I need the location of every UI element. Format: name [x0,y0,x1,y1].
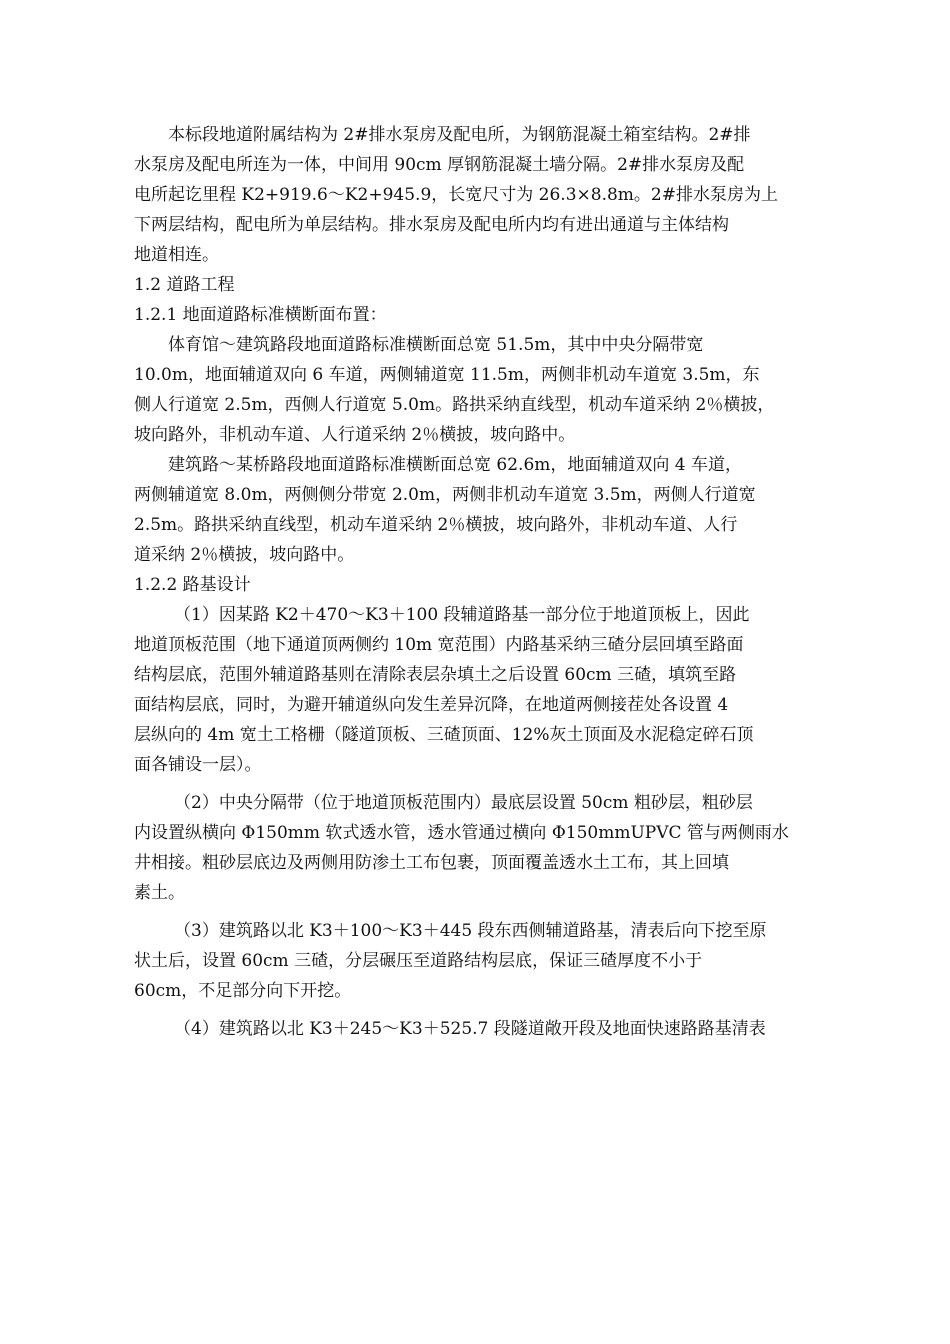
text-line: （1）因某路 K2＋470～K3＋100 段辅道路基一部分位于地道顶板上，因此 [174,605,750,625]
list-item-1 [134,600,814,780]
text-line: 道采纳 2％横披，坡向路中。 [134,545,355,565]
text-line: 面各铺设一层）。 [134,755,262,775]
text-line: 体育馆～建筑路段地面道路标准横断面总宽 51.5m，其中中央分隔带宽 [168,335,704,355]
text-line: 素土。 [134,883,185,903]
text-line: 地道相连。 [134,245,219,265]
text-line: 下两层结构，配电所为单层结构。排水泵房及配电所内均有进出通道与主体结构 [134,215,729,235]
text-line: 状土后，设置 60cm 三碴，分层碾压至道路结构层底，保证三碴厚度不小于 [134,951,703,971]
text-line: 建筑路～某桥路段地面道路标准横断面总宽 62.6m，地面辅道双向 4 车道， [168,455,742,475]
text-line: 2.5m。路拱采纳直线型，机动车道采纳 2％横披，坡向路外，非机动车道、人行 [134,515,738,535]
list-item-4 [134,1014,814,1044]
paragraph-cross-section-b [134,450,814,570]
list-item-2 [134,788,814,908]
text-line: 地道顶板范围（地下通道顶两侧约 10m 宽范围）内路基采纳三碴分层回填至路面 [134,635,744,655]
text-line: 两侧辅道宽 8.0m，两侧侧分带宽 2.0m，两侧非机动车道宽 3.5m，两侧人行道宽 [134,485,756,505]
text-line: 60cm，不足部分向下开挖。 [134,981,352,1001]
text-line: 坡向路外，非机动车道、人行道采纳 2％横披，坡向路中。 [134,425,576,445]
text-line: 水泵房及配电所连为一体，中间用 90cm 厚钢筋混凝土墙分隔。2#排水泵房及配 [134,155,745,175]
text-line: （2）中央分隔带（位于地道顶板范围内）最底层设置 50cm 粗砂层，粗砂层 [174,793,753,813]
text-line: （3）建筑路以北 K3＋100～K3＋445 段东西侧辅道路基，清表后向下挖至原 [174,921,767,941]
document-body [134,120,814,1044]
text-line: 侧人行道宽 2.5m，西侧人行道宽 5.0m。路拱采纳直线型，机动车道采纳 2％横披， [134,395,775,415]
section-heading-1-2-2: 1.2.2 路基设计 [134,575,251,595]
section-heading-1-2: 1.2 道路工程 [134,275,235,295]
paragraph-cross-section-a [134,330,814,450]
paragraph-annex-structure [134,120,814,270]
text-line: 内设置纵横向 Φ150mm 软式透水管，透水管通过横向 Φ150mmUPVC 管与两侧雨水 [134,823,789,843]
text-line: 面结构层底，同时，为避开辅道纵向发生差异沉降，在地道两侧接茬处各设置 4 [134,695,729,715]
text-line: 10.0m，地面辅道双向 6 车道，两侧辅道宽 11.5m，两侧非机动车道宽 3.5m，东 [134,365,760,385]
text-line: 结构层底，范围外辅道路基则在清除表层杂填土之后设置 60cm 三碴，填筑至路 [134,665,737,685]
text-line: 电所起讫里程 K2+919.6～K2+945.9，长宽尺寸为 26.3×8.8m。2#排水泵房为上 [134,185,778,205]
text-line: 井相接。粗砂层底边及两侧用防渗土工布包裹，顶面覆盖透水土工布，其上回填 [134,853,729,873]
text-line: （4）建筑路以北 K3＋245～K3＋525.7 段隧道敞开段及地面快速路路基清表 [174,1019,766,1039]
list-item-3 [134,916,814,1006]
text-line: 本标段地道附属结构为 2#排水泵房及配电所，为钢筋混凝土箱室结构。2#排 [168,125,751,145]
section-heading-1-2-1: 1.2.1 地面道路标准横断面布置： [134,305,387,325]
text-line: 层纵向的 4m 宽土工格栅（隧道顶板、三碴顶面、12%灰土顶面及水泥稳定碎石顶 [134,725,754,745]
